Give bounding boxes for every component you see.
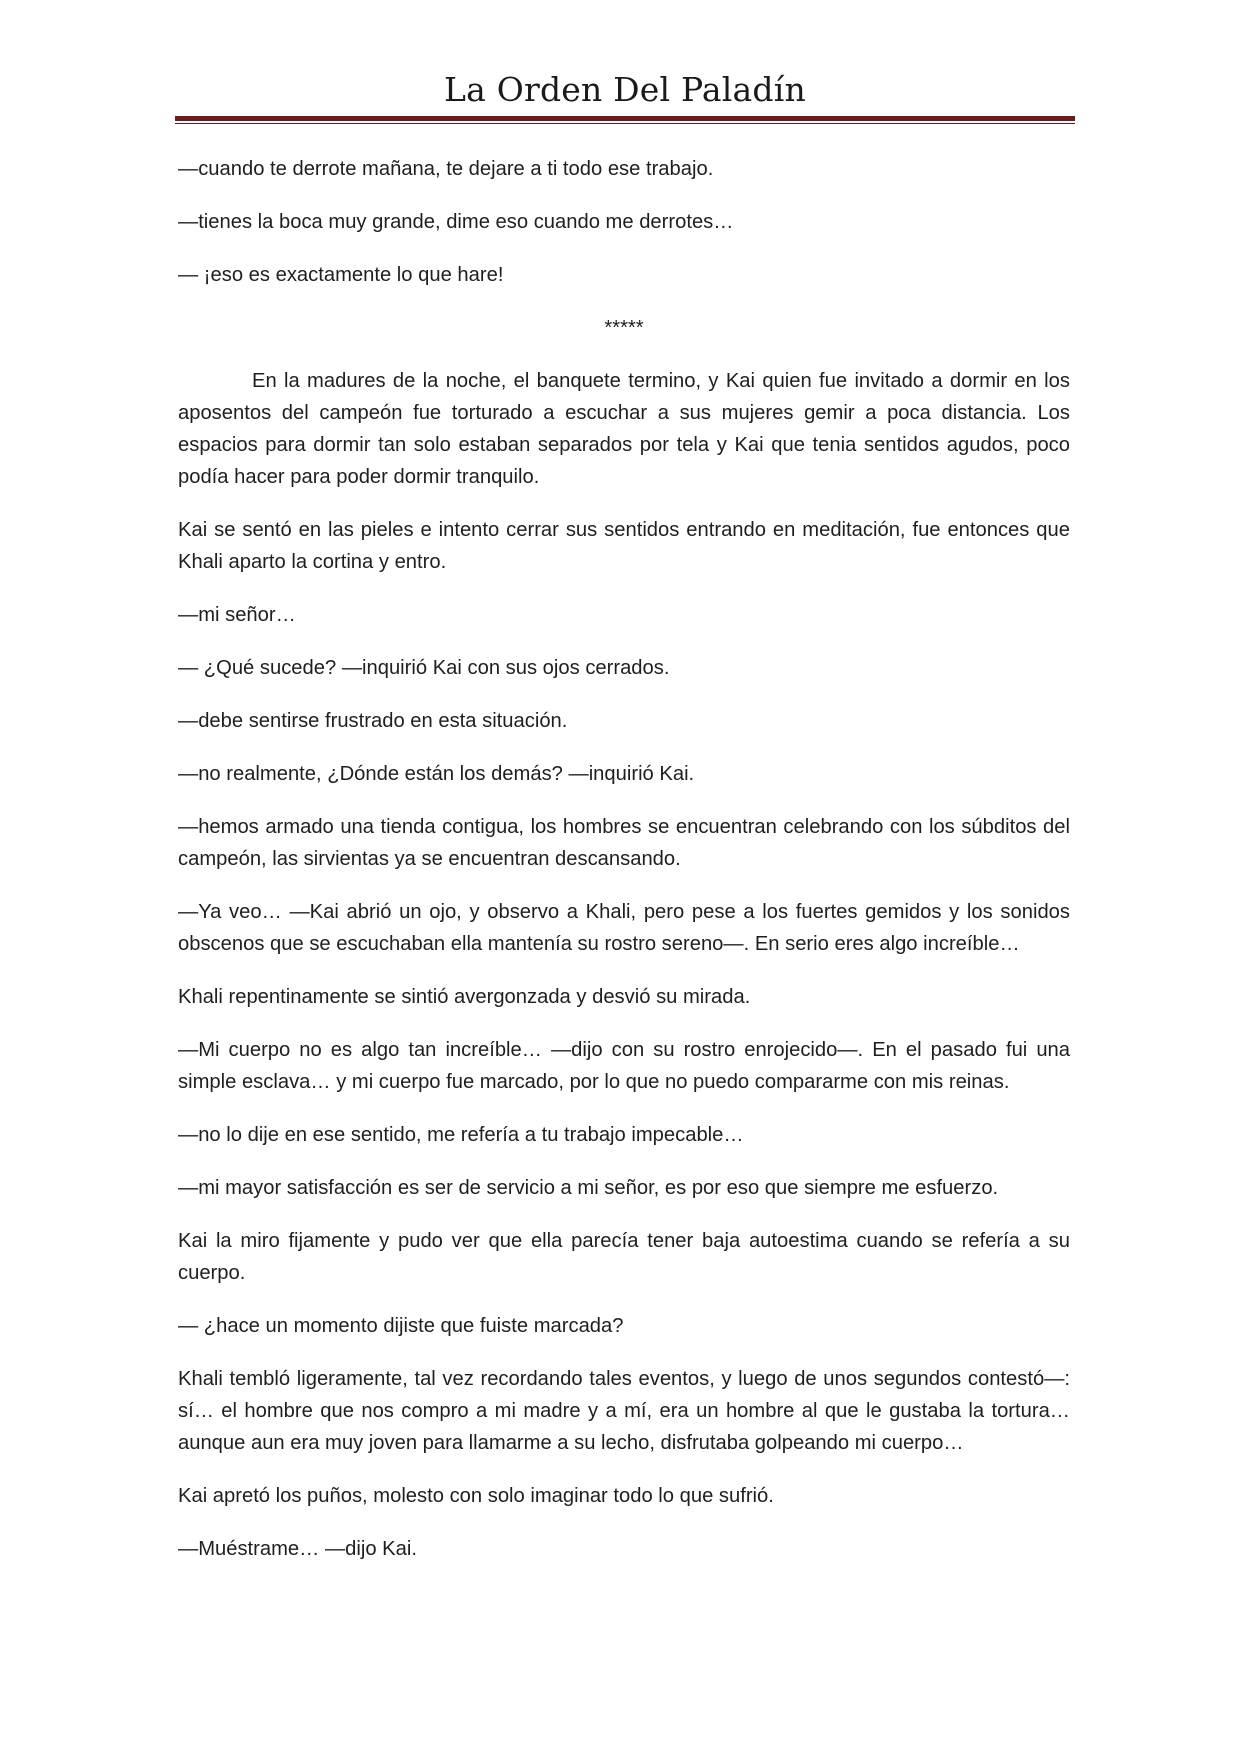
narrative-paragraph: Khali tembló ligeramente, tal vez recordando tales eventos, y luego de unos segundos contestó—: sí… el hombre que nos compro a mi madre y a mí, era un hombre al que le gustaba la tortura… aunque aun era muy joven para llamarme a su lecho, disfrutaba golpeando mi cuerpo…	[178, 1368, 1070, 1454]
narrative-paragraph: Kai apretó los puños, molesto con solo imaginar todo lo que sufrió.	[178, 1485, 774, 1507]
header-rule	[175, 116, 1075, 124]
page-header	[175, 70, 1075, 110]
narrative-paragraph: Kai la miro fijamente y pudo ver que ella parecía tener baja autoestima cuando se refería a su cuerpo.	[178, 1230, 1070, 1284]
dialogue-line: —mi señor…	[178, 604, 296, 626]
dialogue-line: — ¿hace un momento dijiste que fuiste marcada?	[178, 1315, 624, 1337]
dialogue-line: —Ya veo… —Kai abrió un ojo, y observo a Khali, pero pese a los fuertes gemidos y los sonidos obscenos que se escuchaban ella mantenía su rostro sereno—. En serio eres algo increíble…	[178, 901, 1070, 955]
dialogue-line: —Mi cuerpo no es algo tan increíble… —dijo con su rostro enrojecido—. En el pasado fui una simple esclava… y mi cuerpo fue marcado, por lo que no puedo compararme con mis reinas.	[178, 1039, 1070, 1093]
dialogue-line: — ¡eso es exactamente lo que hare!	[178, 264, 504, 286]
body-text	[178, 153, 1070, 1586]
dialogue-line: —no lo dije en ese sentido, me refería a tu trabajo impecable…	[178, 1124, 744, 1146]
dialogue-line: —mi mayor satisfacción es ser de servicio a mi señor, es por eso que siempre me esfuerzo.	[178, 1177, 999, 1199]
narrative-paragraph: Khali repentinamente se sintió avergonzada y desvió su mirada.	[178, 986, 751, 1008]
header-title: La Orden Del Paladín	[444, 70, 806, 109]
narrative-paragraph: Kai se sentó en las pieles e intento cerrar sus sentidos entrando en meditación, fue entonces que Khali aparto la cortina y entro.	[178, 519, 1070, 573]
dialogue-line: —tienes la boca muy grande, dime eso cuando me derrotes…	[178, 211, 734, 233]
dialogue-line: —Muéstrame… —dijo Kai.	[178, 1538, 417, 1560]
scene-break: *****	[604, 317, 644, 339]
dialogue-line: —cuando te derrote mañana, te dejare a ti todo ese trabajo.	[178, 158, 714, 180]
dialogue-line: —debe sentirse frustrado en esta situación.	[178, 710, 568, 732]
dialogue-line: —hemos armado una tienda contigua, los hombres se encuentran celebrando con los súbditos del campeón, las sirvientas ya se encuentran descansando.	[178, 816, 1070, 870]
dialogue-line: — ¿Qué sucede? —inquirió Kai con sus ojos cerrados.	[178, 657, 670, 679]
dialogue-line: —no realmente, ¿Dónde están los demás? —inquirió Kai.	[178, 763, 695, 785]
header-rule-thin	[175, 123, 1075, 124]
narrative-paragraph: En la madures de la noche, el banquete termino, y Kai quien fue invitado a dormir en los aposentos del campeón fue torturado a escuchar a sus mujeres gemir a poca distancia. Los espacios para dormir tan solo estaban separados por tela y Kai que tenia sentidos agudos, poco podía hacer para poder dormir tranquilo.	[178, 370, 1070, 488]
